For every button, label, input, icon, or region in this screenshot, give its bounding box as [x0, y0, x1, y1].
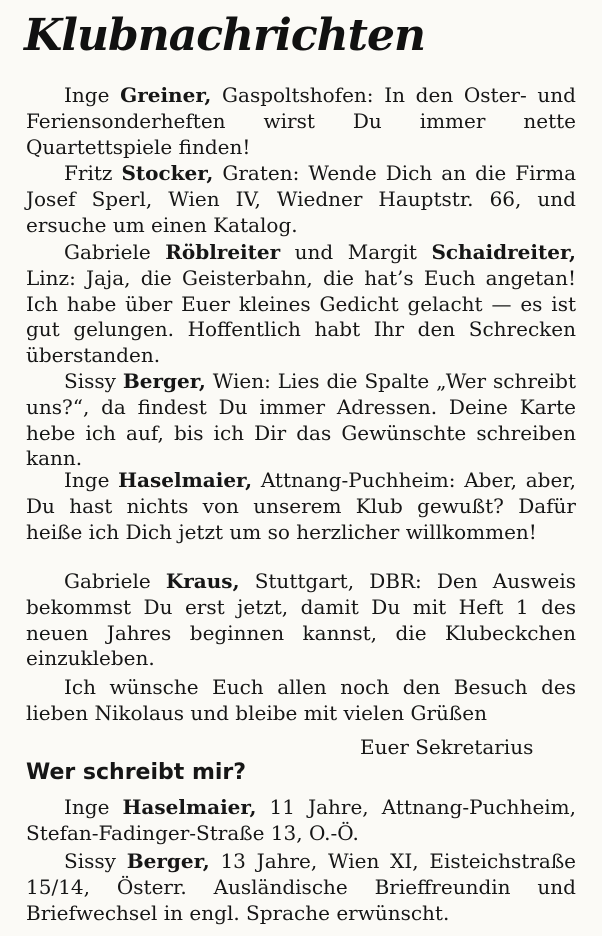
first-name: Inge	[64, 795, 110, 819]
last-name: Röblreiter	[165, 240, 281, 264]
closing-text: Ich wünsche Euch allen noch den Besuch des lieben Nikolaus und bleibe mit vielen Grüßen	[26, 675, 576, 725]
first-name: Gabriele	[64, 240, 151, 264]
last-name: Berger,	[126, 849, 210, 873]
last-name: Stocker,	[121, 161, 214, 185]
club-note	[26, 161, 576, 238]
last-name: Haselmaier,	[118, 468, 253, 492]
club-note	[26, 369, 576, 472]
first-name: Inge	[64, 83, 110, 107]
section-heading: Wer schreibt mir?	[26, 760, 247, 785]
last-name: Haselmaier,	[122, 795, 257, 819]
club-note	[26, 240, 576, 369]
pen-pal-entry	[26, 849, 576, 926]
note-text: Stuttgart, DBR: Den Ausweis bekommst Du erst jetzt, damit Du mit Heft 1 des neuen Jahres beginnen kannst, die Klubeckchen einzukleben.	[26, 569, 576, 671]
note-text: Attnang-Puchheim: Aber, aber, Du hast nichts von unserem Klub gewußt? Dafür heiße ich Dich jetzt um so herzlicher willkommen!	[26, 468, 577, 544]
first-name: Inge	[64, 468, 110, 492]
page-title: Klubnachrichten	[24, 10, 425, 61]
entry-text: 11 Jahre, Attnang-Puchheim, Stefan-Fadinger-Straße 13, O.-Ö.	[26, 795, 576, 845]
note-text: Wien: Lies die Spalte „Wer schreibt uns?“, da findest Du immer Adressen. Deine Karte hebe ich auf, bis ich Dir das Gewünschte schreiben kann.	[26, 369, 576, 471]
last-name: Greiner,	[120, 83, 212, 107]
note-text: Graten: Wende Dich an die Firma Josef Sperl, Wien IV, Wiedner Hauptstr. 66, und ersuche um einen Katalog.	[26, 161, 576, 237]
last-name: Berger,	[122, 369, 206, 393]
signature: Euer Sekretarius	[360, 735, 534, 759]
first-name: Fritz	[64, 161, 113, 185]
note-text: und Margit	[280, 240, 432, 264]
first-name: Sissy	[64, 849, 116, 873]
club-note	[26, 569, 576, 672]
pen-pal-entry	[26, 795, 576, 847]
entry-text: 13 Jahre, Wien XI, Eisteichstraße 15/14, Österr. Ausländische Brieffreundin und Briefwechsel in engl. Sprache erwünscht.	[26, 849, 577, 925]
club-note	[26, 83, 576, 160]
note-text: Linz: Jaja, die Geisterbahn, die hat’s Euch angetan! Ich habe über Euer kleines Gedicht gelacht — es ist gut gelungen. Hoffentlich habt Ihr den Schrecken überstanden.	[26, 265, 576, 368]
club-note	[26, 468, 576, 545]
last-name: Kraus,	[165, 569, 240, 593]
last-name: Schaidreiter,	[431, 240, 577, 264]
first-name: Gabriele	[64, 569, 151, 593]
first-name: Sissy	[64, 369, 116, 393]
note-text: Gaspoltshofen: In den Oster- und Feriensonderheften wirst Du immer nette Quartettspiele finden!	[26, 83, 576, 159]
